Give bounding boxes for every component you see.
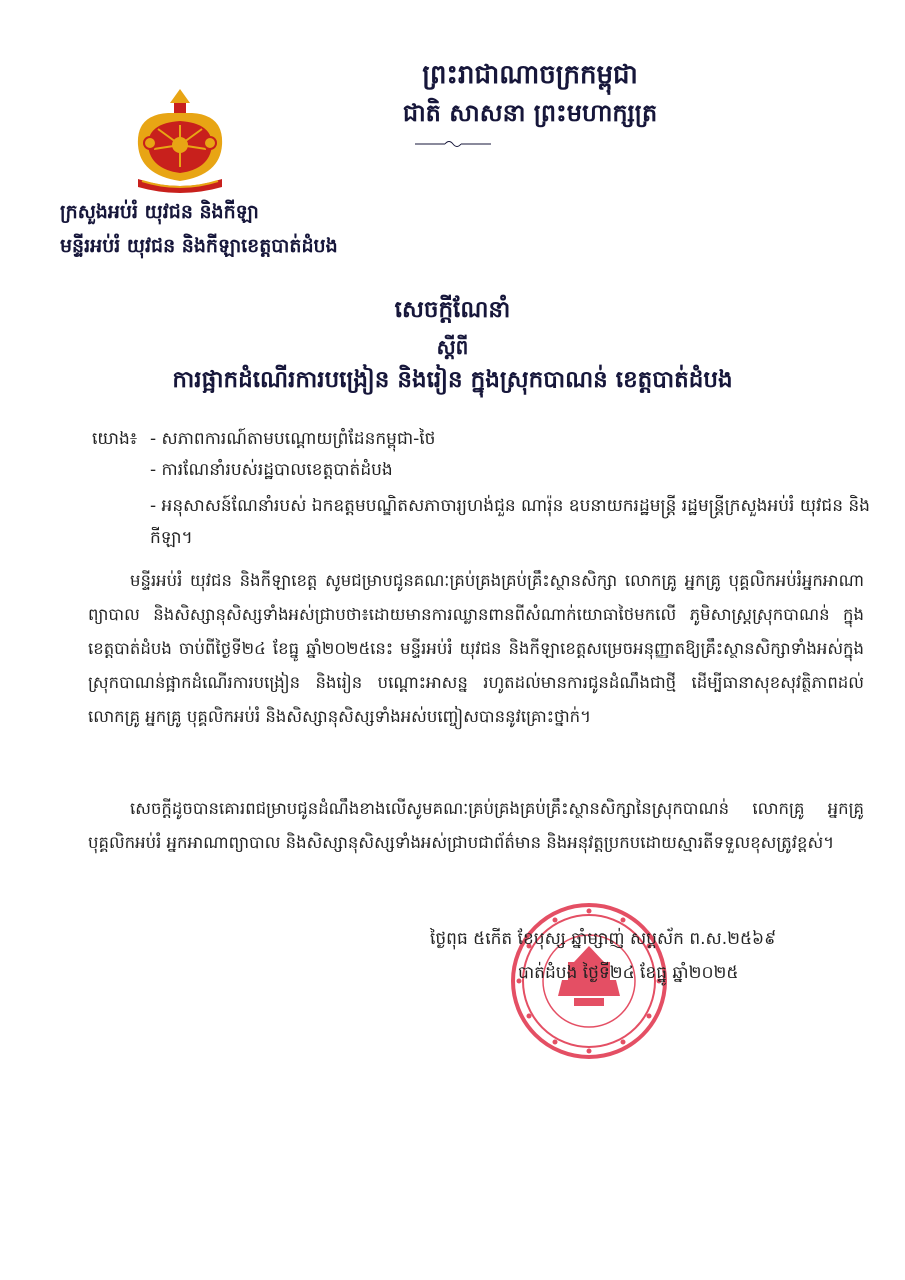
ministry-name: ក្រសួងអប់រំ យុវជន និងកីឡា <box>60 201 259 223</box>
ornament-divider <box>415 138 491 150</box>
body-paragraph: មន្ទីរអប់រំ យុវជន និងកីឡាខេត្ត សូមជម្រាបជូនគណៈគ្រប់គ្រងគ្រប់គ្រឹះស្ថានសិក្សា លោកគ្រូ អ្នកគ្រូ បុគ្គលិកអប់រំអ្នកអាណាព្យាបាល និងសិស្សានុសិស្សទាំងអស់ជ្រាបថា៖ដោយមានការឈ្លានពានពីសំណាក់យោធាថៃមកលើ ភូមិសាស្ត្រស្រុកបាណន់ ក្នុងខេត្តបាត់ដំបង ចាប់ពីថ្ងៃទី២៤ ខែធ្នូ ឆ្នាំ២០២៥នេះ មន្ទីរអប់រំ យុវជន និងកីឡាខេត្តសម្រេចអនុញ្ញាតឱ្យគ្រឹះស្ថានសិក្សាទាំងអស់ក្នុងស្រុកបាណន់ផ្អាកដំណើរការបង្រៀន និងរៀន បណ្តោះអាសន្ន រហូតដល់មានការជូនដំណឹងជាថ្មី ដើម្បីធានាសុខសុវត្ថិភាពដល់ លោកគ្រូ អ្នកគ្រូ បុគ្គលិកអប់រំ និងសិស្សានុសិស្សទាំងអស់បញ្ចៀសបាននូវគ្រោះថ្នាក់។ <box>88 571 864 726</box>
ministry-emblem-icon <box>128 85 232 195</box>
national-motto: ជាតិ សាសនា ព្រះមហាក្សត្រ <box>402 99 658 127</box>
solar-date: បាត់ដំបង ថ្ងៃទី២៤ ខែធ្នូ ឆ្នាំ២០២៥ <box>518 963 739 983</box>
closing-paragraph: សេចក្តីដូចបានគោរពជម្រាបជូនដំណឹងខាងលើសូមគណៈគ្រប់គ្រងគ្រប់គ្រឹះស្ថានសិក្សានៃស្រុកបាណន់ លោកគ្រូ អ្នកគ្រូ បុគ្គលិកអប់រំ អ្នកអាណាព្យាបាល និងសិស្សានុសិស្សទាំងអស់ជ្រាបជាព័ត៌មាន និងអនុវត្តប្រកបដោយស្មារតីទទួលខុសត្រូវខ្ពស់។ <box>88 799 864 852</box>
document-title: សេចក្តីណែនាំ <box>394 297 511 323</box>
document-subject: ការផ្អាកដំណើរការបង្រៀន និងរៀន ក្នុងស្រុកបាណន់ ខេត្តបាត់ដំបង <box>172 367 733 393</box>
kingdom-title: ព្រះរាជាណាចក្រកម្ពុជា <box>422 60 638 90</box>
reference-item: - ការណែនាំរបស់រដ្ឋបាលខេត្តបាត់ដំបង <box>150 460 393 480</box>
lunar-date: ថ្ងៃពុធ ៥កើត ខែបុស្ស ឆ្នាំម្សាញ់ សប្តស័ក ព.ស.២៥៦៩ <box>430 929 777 949</box>
title-concerning: ស្តីពី <box>436 335 469 359</box>
reference-item: - សភាពការណ៍តាមបណ្តោយព្រំដែនកម្ពុជា-ថៃ <box>150 429 436 449</box>
department-name: មន្ទីរអប់រំ យុវជន និងកីឡាខេត្តបាត់ដំបង <box>60 235 338 257</box>
references-label: យោង៖ <box>92 429 138 449</box>
reference-item: - អនុសាសន៍ណែនាំរបស់ ឯកឧត្តមបណ្ឌិតសភាចារ្យហង់ជួន ណារ៉ុន ឧបនាយករដ្ឋមន្ត្រី រដ្ឋមន្ត្រីក្រសួងអប់រំ យុវជន និងកីឡា។ <box>150 496 870 548</box>
